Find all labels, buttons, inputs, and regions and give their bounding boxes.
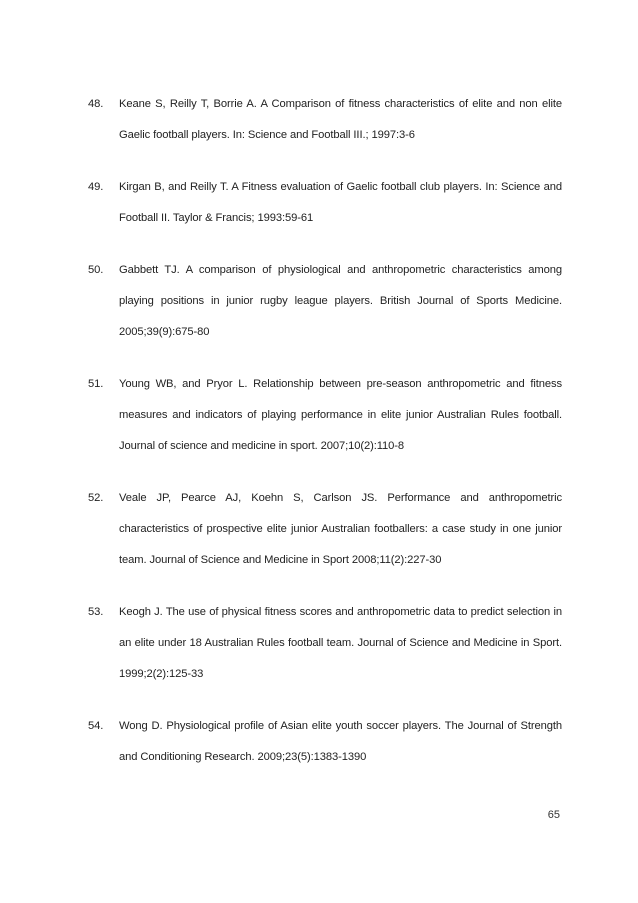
reference-number: 48. (88, 98, 104, 110)
reference-number: 50. (88, 264, 104, 276)
reference-item (88, 89, 562, 151)
reference-item (88, 711, 562, 773)
reference-item (88, 483, 562, 576)
reference-number: 51. (88, 378, 104, 390)
reference-item (88, 597, 562, 690)
reference-item (88, 172, 562, 234)
reference-text: Gabbett TJ. A comparison of physiological and anthropometric characteristics among playing positions in junior rugby league players. British Journal of Sports Medicine. 2005;39(9):675-80 (119, 264, 562, 338)
reference-item (88, 369, 562, 462)
reference-number: 54. (88, 720, 104, 732)
reference-number: 53. (88, 606, 104, 618)
reference-text: Wong D. Physiological profile of Asian elite youth soccer players. The Journal of Strength and Conditioning Research. 2009;23(5):1383-1390 (119, 720, 562, 763)
reference-number: 49. (88, 181, 104, 193)
reference-text: Keogh J. The use of physical fitness scores and anthropometric data to predict selection in an elite under 18 Australian Rules football team. Journal of Science and Medicine in Sport. 1999;2(2):125-33 (119, 606, 562, 680)
reference-number: 52. (88, 492, 104, 504)
reference-item (88, 255, 562, 348)
reference-text: Young WB, and Pryor L. Relationship between pre-season anthropometric and fitness measures and indicators of playing performance in elite junior Australian Rules football. Journal of science and medicine in sport. 2007;10(2):110-8 (119, 378, 562, 452)
reference-text: Veale JP, Pearce AJ, Koehn S, Carlson JS. Performance and anthropometric characteristics of prospective elite junior Australian footballers: a case study in one junior team. Journal of Science and Medicine in Sport 2008;11(2):227-30 (119, 492, 562, 566)
reference-text: Keane S, Reilly T, Borrie A. A Comparison of fitness characteristics of elite and non elite Gaelic football players. In: Science and Football III.; 1997:3-6 (119, 98, 562, 141)
page-number: 65 (547, 809, 560, 821)
reference-text: Kirgan B, and Reilly T. A Fitness evaluation of Gaelic football club players. In: Science and Football II. Taylor & Francis; 1993:59-61 (119, 181, 562, 224)
reference-list (88, 89, 562, 794)
